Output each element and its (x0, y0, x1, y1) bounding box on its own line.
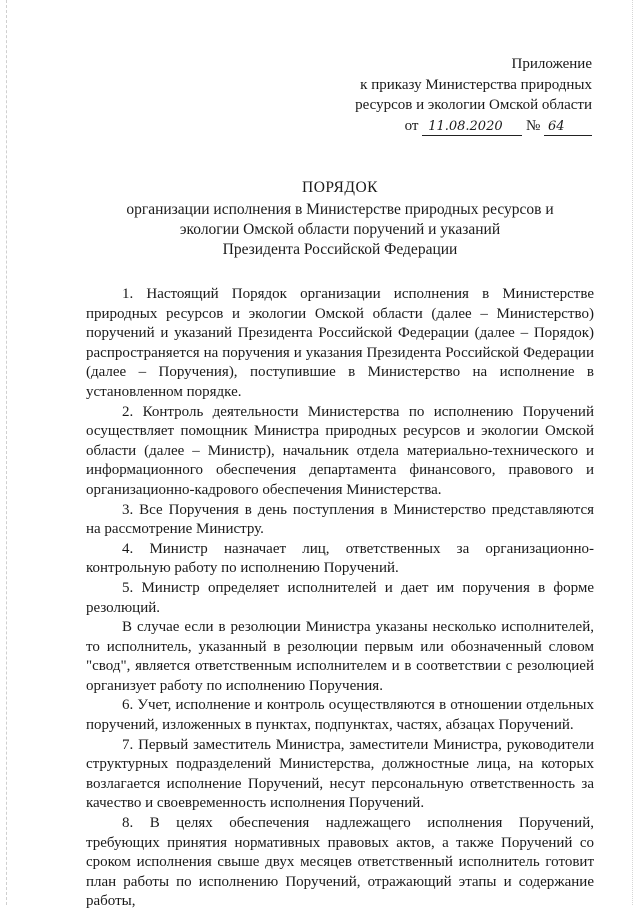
title-line-1: организации исполнения в Министерстве природных ресурсов и (126, 201, 554, 218)
number-prefix: № (525, 117, 541, 134)
scan-edge-left (6, 0, 8, 905)
paragraph-1: 1. Настоящий Порядок организации исполнения в Министерстве природных ресурсов и экологии Омской области (далее – Министерство) поручений и указаний Президента Российской Федерации (далее – Порядок) распространяется на поручения и указания Президента Российской Федерации (далее – Поручения), поступившие в Министерство на исполнение в установленном порядке. (86, 286, 594, 400)
appendix-order-line: к приказу Министерства природных (360, 76, 592, 93)
document-body (86, 285, 594, 912)
paragraph-7: 7. Первый заместитель Министра, заместители Министра, руководители структурных подразделений Министерства, должностные лица, на которых возлагается исполнение Поручений, несут персональную ответственность за качество и своевременность исполнения Поручений. (86, 736, 594, 812)
paragraph-2: 2. Контроль деятельности Министерства по исполнению Поручений осуществляет помощник Министра природных ресурсов и экологии Омской области (далее – Министр), начальник отдела материально-технического и информационного обеспечения департамента финансового, правового и организационно-кадрового обеспечения Министерства. (86, 403, 594, 498)
paragraph-5-note: В случае если в резолюции Министра указаны несколько исполнителей, то исполнитель, указанный в резолюции первым или обозначенный словом "свод", является ответственным исполнителем и в соответствии с резолюцией организует работу по исполнению Поручения. (86, 619, 594, 694)
appendix-title: Приложение (511, 56, 592, 72)
handwritten-number: 64 (544, 119, 592, 136)
paragraph-8: 8. В целях обеспечения надлежащего исполнения Поручений, требующих принятия нормативных правовых актов, а также Поручений со сроком исполнения свыше двух месяцев ответственный исполнитель готовит план работы по исполнению Поручений, отражающий этапы и содержание работы, (86, 815, 594, 910)
paragraph-5: 5. Министр определяет исполнителей и дает им поручения в форме резолюций. (86, 579, 594, 616)
document-title (90, 178, 590, 260)
appendix-date-line (332, 116, 592, 137)
title-heading: ПОРЯДОК (302, 179, 378, 196)
paragraph-4: 4. Министр назначает лиц, ответственных за организационно-контрольную работу по исполнению Поручений. (86, 540, 594, 577)
title-line-2: экологии Омской области поручений и указаний (179, 221, 501, 238)
paragraph-3: 3. Все Поручения в день поступления в Министерство представляются на рассмотрение Министру. (86, 501, 594, 538)
handwritten-date: 11.08.2020 (422, 119, 522, 136)
scan-edge-right (632, 0, 634, 905)
title-line-3: Президента Российской Федерации (222, 241, 458, 258)
date-prefix: от (404, 117, 419, 134)
appendix-ministry-line: ресурсов и экологии Омской области (355, 97, 592, 113)
appendix-block (332, 54, 592, 136)
paragraph-6: 6. Учет, исполнение и контроль осуществляются в отношении отдельных поручений, изложенных в пунктах, подпунктах, частях, абзацах Поручений. (86, 697, 594, 734)
